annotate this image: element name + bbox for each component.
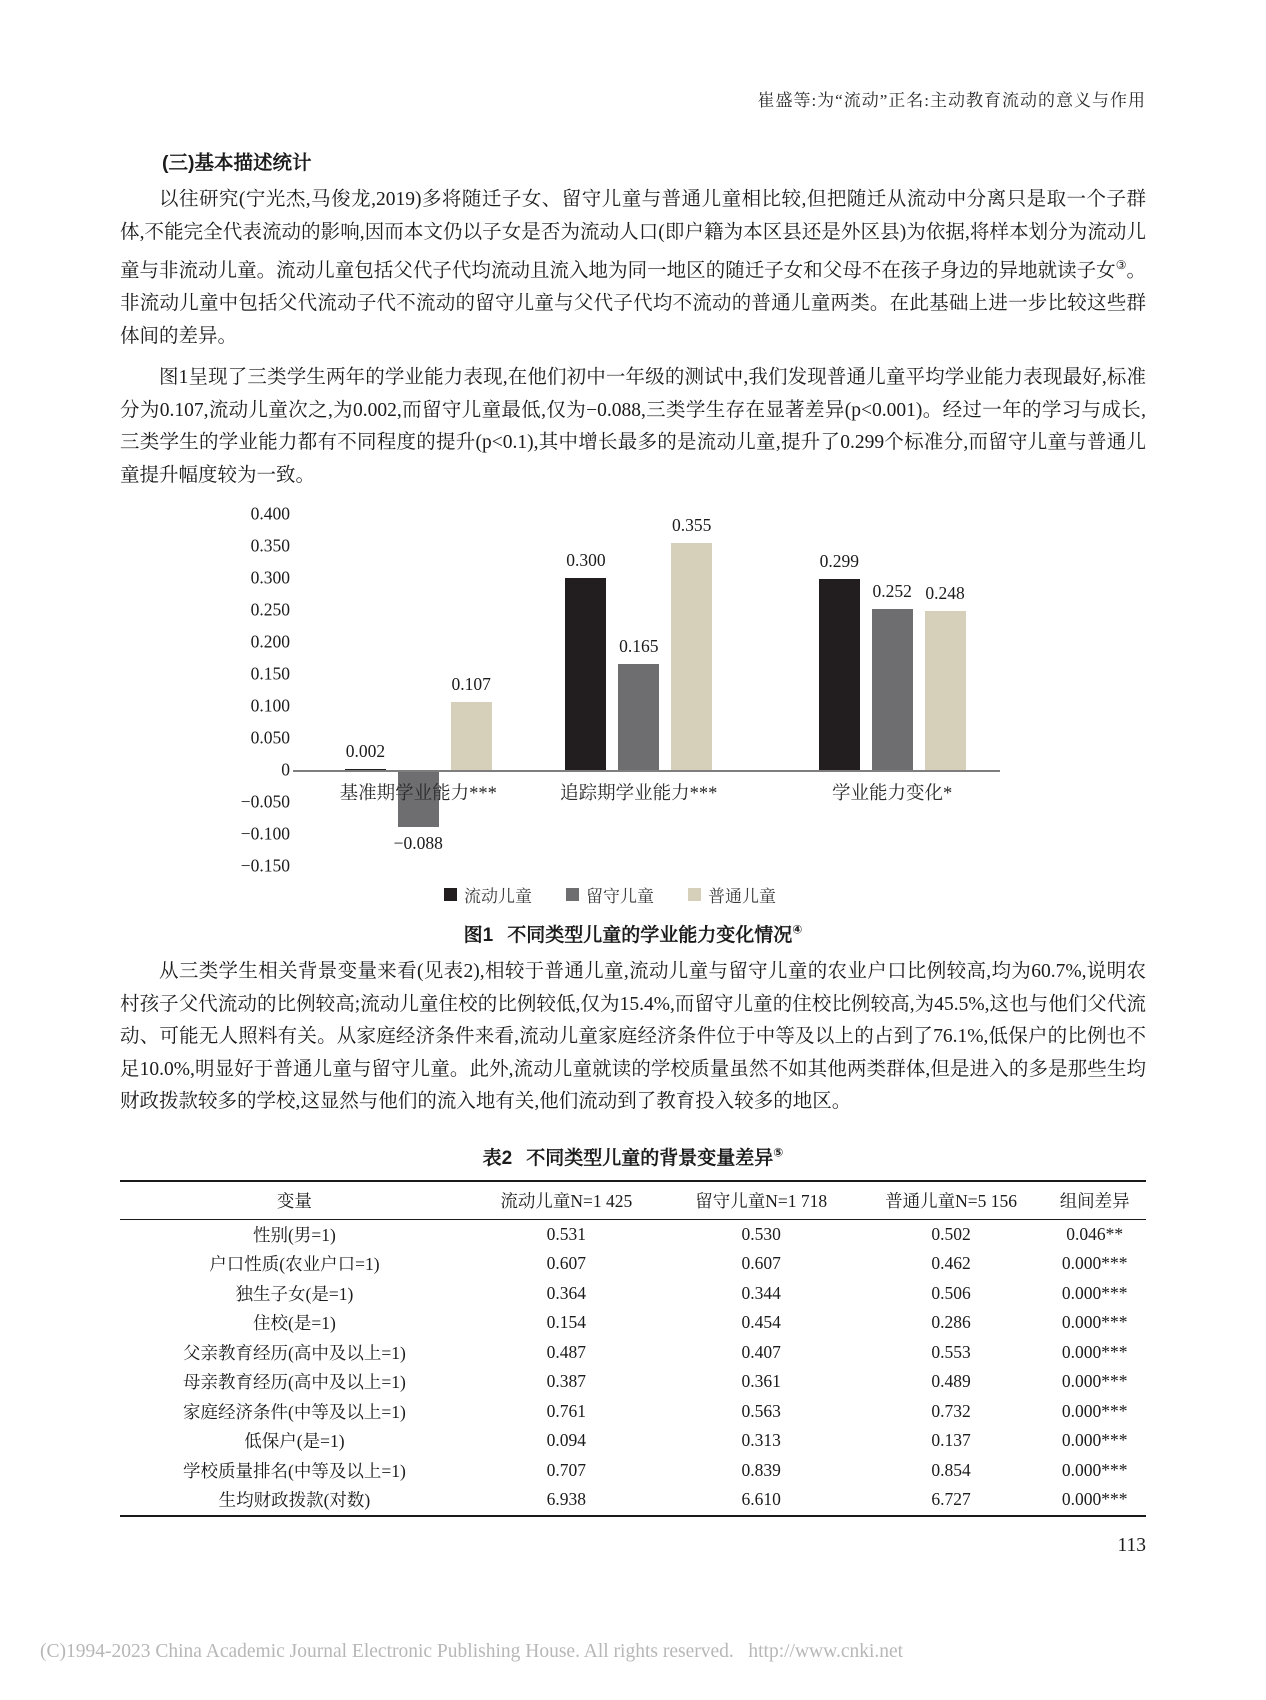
bar-chart	[220, 503, 1000, 876]
table-cell: 6.727	[931, 1489, 971, 1510]
table-caption	[120, 1143, 1146, 1170]
table-cell: 父亲教育经历(高中及以上=1)	[183, 1342, 406, 1363]
table-row	[120, 1456, 1146, 1486]
figure-1	[120, 503, 1146, 947]
table-cell: 0.530	[741, 1223, 781, 1244]
y-axis-tick-label: 0.150	[250, 663, 290, 684]
table-row	[120, 1397, 1146, 1427]
legend-label: 普通儿童	[708, 887, 776, 906]
table-cell: 0.361	[741, 1371, 781, 1392]
table-header-cell: 组间差异	[1043, 1181, 1146, 1220]
x-axis-line	[293, 770, 1000, 772]
table-cell: 0.000***	[1061, 1253, 1128, 1274]
table-cell: 户口性质(农业户口=1)	[209, 1254, 380, 1275]
table-row	[120, 1308, 1146, 1338]
legend-item-流动儿童	[444, 882, 532, 907]
running-head: 崔盛等:为“流动”正名:主动教育流动的意义与作用	[757, 91, 1146, 110]
table-cell: 0.313	[741, 1430, 781, 1451]
table-cell: 0.761	[546, 1400, 586, 1421]
footnote-marker-4: ④	[792, 922, 803, 937]
table-cell: 0.000***	[1061, 1430, 1128, 1451]
table-body	[120, 1219, 1146, 1516]
legend-label: 流动儿童	[464, 887, 532, 906]
y-axis-tick-label: 0.100	[250, 695, 290, 716]
legend-label: 留守儿童	[586, 887, 654, 906]
table-cell: 0.000***	[1061, 1459, 1128, 1480]
bar-value-label: 0.300	[566, 550, 606, 570]
table-cell: 6.938	[546, 1489, 586, 1510]
y-axis	[220, 503, 290, 876]
table-cell: 母亲教育经历(高中及以上=1)	[183, 1372, 406, 1393]
paragraph-3: 从三类学生相关背景变量来看(见表2),相较于普通儿童,流动儿童与留守儿童的农业户口比例较高,均为60.7%,说明农村孩子父代流动的比例较高;流动儿童住校的比例较低,仅为15.4%,而留守儿童的住校比例较高,为45.5%,这也与他们父代流动、可能无人照料有关。从家庭经济条件来看,流动儿童家庭经济条件位于中等及以上的占到了76.1%,低保户的比例也不足10.0%,明显好于普通儿童与留守儿童。此外,流动儿童就读的学校质量虽然不如其他两类群体,但是进入的多是那些生均财政拨款较多的学校,这显然与他们的流入地有关,他们流动到了教育投入较多的地区。	[120, 961, 1146, 1112]
category-label: 学业能力变化*	[832, 784, 953, 804]
y-axis-tick-label: 0.200	[250, 631, 290, 652]
table-cell: 0.489	[931, 1371, 971, 1392]
footnote-marker-5: ⑤	[773, 1145, 784, 1160]
bar-留守儿童	[618, 664, 659, 770]
table-header-cell: 普通儿童N=5 156	[859, 1181, 1044, 1220]
table-cell: 6.610	[741, 1489, 781, 1510]
table-cell: 0.000***	[1061, 1400, 1128, 1421]
table-cell: 0.839	[741, 1459, 781, 1480]
chart-plot	[300, 514, 1000, 866]
table-caption-text: 不同类型儿童的背景变量差异	[526, 1147, 774, 1169]
bar-value-label: 0.252	[872, 580, 912, 601]
table-row	[120, 1485, 1146, 1516]
table-cell: 生均财政拨款(对数)	[218, 1490, 371, 1511]
bar-group	[819, 514, 966, 866]
table-cell: 独生子女(是=1)	[235, 1283, 354, 1304]
table-cell: 0.506	[931, 1282, 971, 1303]
bar-value-label: 0.248	[925, 583, 965, 604]
bar-group	[339, 514, 497, 866]
table-header-cell: 变量	[120, 1181, 469, 1220]
bar-普通儿童	[451, 702, 492, 770]
footer-text: (C)1994-2023 China Academic Journal Electronic Publishing House. All rights reserved. http://www.cnki.net	[40, 1641, 904, 1662]
figure-caption-label: 图1	[463, 925, 494, 946]
category-label: 基准期学业能力***	[339, 784, 497, 804]
stats-table	[120, 1180, 1146, 1517]
legend-item-留守儿童	[566, 882, 654, 907]
figure-caption-text: 不同类型儿童的学业能力变化情况	[507, 925, 793, 946]
bar-group	[560, 514, 718, 866]
table-cell: 0.732	[931, 1400, 971, 1421]
table-cell: 0.000***	[1061, 1371, 1128, 1392]
table-cell: 0.000***	[1061, 1341, 1128, 1362]
bar-流动儿童	[819, 579, 860, 770]
table-cell: 0.462	[931, 1253, 971, 1274]
legend-swatch	[688, 888, 701, 901]
y-axis-tick-label: −0.100	[240, 823, 290, 844]
table-cell: 0.553	[931, 1341, 971, 1362]
table-cell: 0.502	[931, 1223, 971, 1244]
table-head	[120, 1181, 1146, 1220]
page-number: 113	[1117, 1534, 1146, 1556]
y-axis-tick-label: 0.250	[250, 599, 290, 620]
chart-legend	[220, 882, 1000, 907]
table-row	[120, 1279, 1146, 1309]
table-cell: 0.607	[546, 1253, 586, 1274]
y-axis-tick-label: −0.150	[240, 855, 290, 876]
table-cell: 0.344	[741, 1282, 781, 1303]
table-cell: 0.286	[931, 1312, 971, 1333]
paragraph-2: 图1呈现了三类学生两年的学业能力表现,在他们初中一年级的测试中,我们发现普通儿童平均学业能力表现最好,标准分为0.107,流动儿童次之,为0.002,而留守儿童最低,仅为−0.088,三类学生存在显著差异(p<0.001)。经过一年的学习与成长,三类学生的学业能力都有不同程度的提升(p<0.1),其中增长最多的是流动儿童,提升了0.299个标准分,而留守儿童与普通儿童提升幅度较为一致。	[120, 367, 1146, 486]
table-cell: 0.531	[546, 1223, 586, 1244]
table-header-row	[120, 1181, 1146, 1220]
footnote-marker-3: ③	[1115, 258, 1127, 272]
category-label: 追踪期学业能力***	[560, 784, 718, 804]
bar-value-label: 0.165	[619, 636, 659, 657]
bar-value-label: 0.299	[819, 550, 859, 571]
table-header-cell: 流动儿童N=1 425	[469, 1181, 664, 1220]
bar-value-label: 0.107	[451, 673, 491, 694]
table-row	[120, 1367, 1146, 1397]
table-cell: 0.854	[931, 1459, 971, 1480]
table-cell: 0.607	[741, 1253, 781, 1274]
y-axis-tick-label: 0.050	[250, 727, 290, 748]
paragraph-1-text: 以往研究(宁光杰,马俊龙,2019)多将随迁子女、留守儿童与普通儿童相比较,但把随迁从流动中分离只是取一个子群体,不能完全代表流动的影响,因而本文仍以子女是否为流动人口(即户籍为本区县还是外区县)为依据,将样本划分为流动儿童与非流动儿童。流动儿童包括父代子代均流动且流入地为同一地区的随迁子女和父母不在孩子身边的异地就读子女	[120, 189, 1146, 282]
table-cell: 0.707	[546, 1459, 586, 1480]
bar-value-label: 0.355	[672, 514, 712, 535]
bar-value-label: −0.088	[393, 833, 443, 854]
table-row	[120, 1249, 1146, 1279]
y-axis-tick-label: 0.300	[250, 567, 290, 588]
section-heading: (三)基本描述统计	[162, 152, 312, 174]
bar-普通儿童	[671, 543, 712, 770]
y-axis-tick-label: −0.050	[240, 791, 290, 812]
legend-item-普通儿童	[688, 882, 776, 907]
paragraph-1-text-cont: 。非流动儿童中包括父代流动子代不流动的留守儿童与父代子代均不流动的普通儿童两类。在此基础上进一步比较这些群体间的差异。	[120, 260, 1146, 347]
table-cell: 0.454	[741, 1312, 781, 1333]
y-axis-tick-label: 0.400	[250, 503, 290, 524]
table-cell: 住校(是=1)	[253, 1313, 336, 1334]
table-cell: 0.364	[546, 1282, 586, 1303]
table-cell: 0.000***	[1061, 1489, 1128, 1510]
table-cell: 家庭经济条件(中等及以上=1)	[183, 1401, 406, 1422]
table-row	[120, 1219, 1146, 1249]
bar-留守儿童	[872, 609, 913, 770]
table-cell: 低保户(是=1)	[244, 1431, 345, 1452]
table-header-cell: 留守儿童N=1 718	[664, 1181, 859, 1220]
table-cell: 0.000***	[1061, 1282, 1128, 1303]
table-cell: 0.487	[546, 1341, 586, 1362]
table-cell: 性别(男=1)	[253, 1224, 336, 1245]
legend-swatch	[444, 888, 457, 901]
table-cell: 0.137	[931, 1430, 971, 1451]
figure-caption	[120, 920, 1146, 947]
table-cell: 学校质量排名(中等及以上=1)	[183, 1460, 406, 1481]
table-row	[120, 1338, 1146, 1368]
table-cell: 0.563	[741, 1400, 781, 1421]
paragraph-1	[120, 184, 1146, 353]
table-row	[120, 1426, 1146, 1456]
legend-swatch	[566, 888, 579, 901]
table-cell: 0.046**	[1066, 1223, 1124, 1244]
table-cell: 0.407	[741, 1341, 781, 1362]
y-axis-tick-label: 0	[281, 759, 290, 780]
bar-流动儿童	[565, 578, 606, 770]
table-cell: 0.154	[546, 1312, 586, 1333]
bar-普通儿童	[925, 611, 966, 770]
y-axis-tick-label: 0.350	[250, 535, 290, 556]
table-caption-label: 表2	[482, 1147, 513, 1169]
bar-value-label: 0.002	[345, 740, 386, 761]
table-cell: 0.000***	[1061, 1312, 1128, 1333]
table-cell: 0.387	[546, 1371, 586, 1392]
table-cell: 0.094	[546, 1430, 586, 1451]
